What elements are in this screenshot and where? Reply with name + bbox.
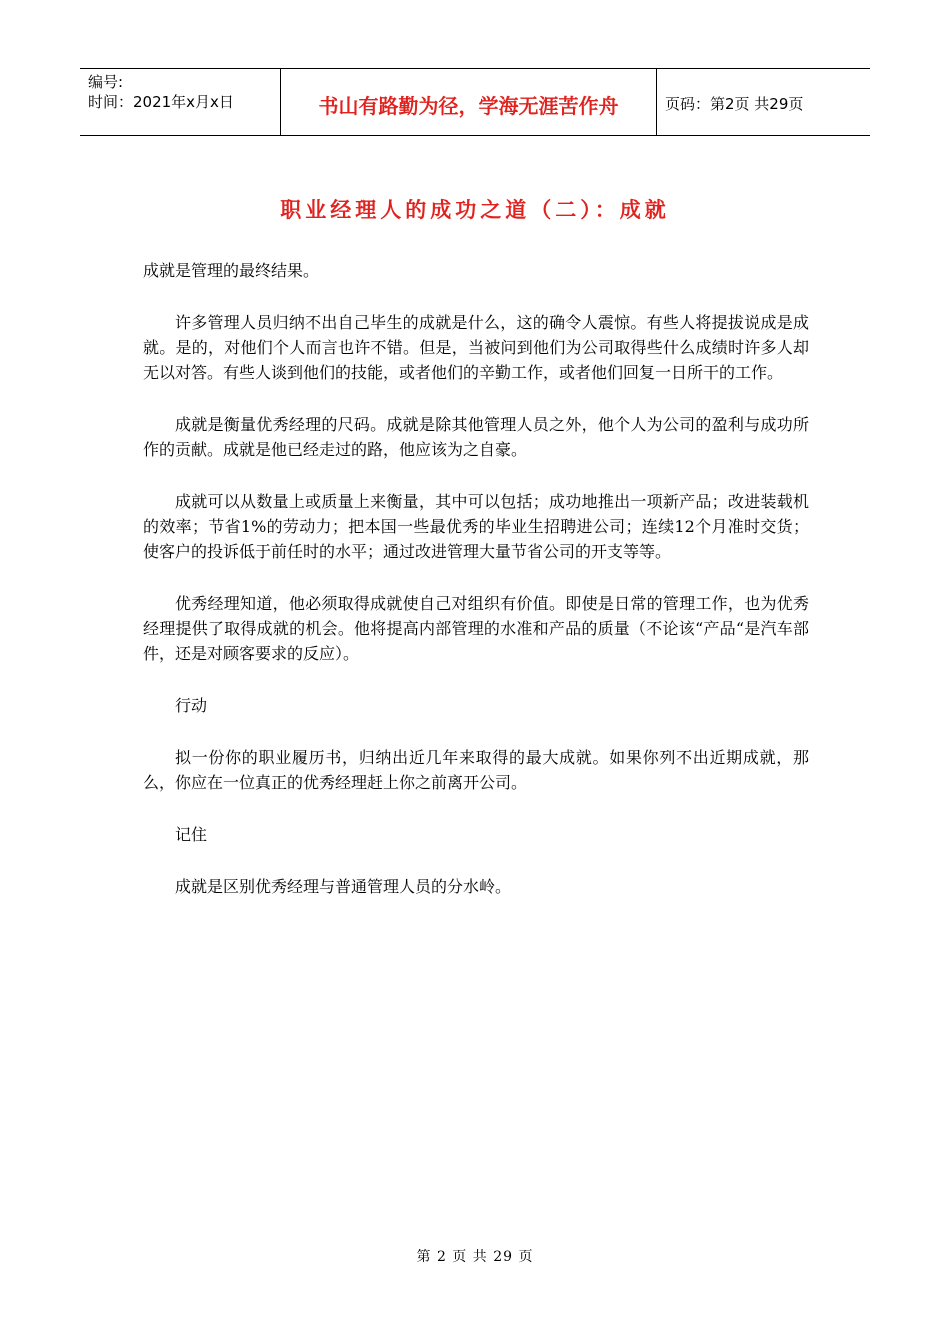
paragraph: 许多管理人员归纳不出自己毕生的成就是什么，这的确令人震惊。有些人将提拔说成是成就。是的，对他们个人而言也许不错。但是，当被问到他们为公司取得些什么成绩时许多人却无以对答。有些人谈到他们的技能，或者他们的辛勤工作，或者他们回复一日所干的工作。	[143, 313, 809, 382]
page-header	[80, 68, 870, 136]
header-page-info: 页码：第2页 共29页	[665, 94, 804, 113]
page-footer: 第 2 页 共 29 页	[416, 1249, 534, 1265]
header-motto: 书山有路勤为径，学海无涯苦作舟	[281, 69, 657, 135]
header-meta-cell	[80, 69, 281, 135]
document-time-label: 时间：2021年x月x日	[88, 93, 234, 111]
paragraph: 成就可以从数量上或质量上来衡量，其中可以包括；成功地推出一项新产品；改进装载机的效率；节省1%的劳动力；把本国一些最优秀的毕业生招聘进公司；连续12个月准时交货；使客户的投诉低于前任时的水平；通过改进管理大量节省公司的开支等等。	[143, 492, 809, 561]
paragraph: 成就是衡量优秀经理的尺码。成就是除其他管理人员之外，他个人为公司的盈利与成功所作的贡献。成就是他已经走过的路，他应该为之自豪。	[143, 415, 809, 459]
paragraph: 拟一份你的职业履历书，归纳出近几年来取得的最大成就。如果你列不出近期成就，那么，你应在一位真正的优秀经理赶上你之前离开公司。	[143, 748, 809, 792]
paragraph: 优秀经理知道，他必须取得成就使自己对组织有价值。即使是日常的管理工作，也为优秀经理提供了取得成就的机会。他将提高内部管理的水准和产品的质量（不论该“产品“是汽车部件，还是对顾客要求的反应）。	[143, 594, 809, 663]
paragraph: 成就是管理的最终结果。	[143, 261, 320, 280]
document-number-label: 编号:	[88, 73, 124, 91]
section-heading-action: 行动	[175, 696, 208, 715]
document-body	[143, 258, 809, 926]
section-heading-remember: 记住	[175, 825, 208, 844]
document-title: 职业经理人的成功之道（二）：成就	[280, 197, 670, 222]
paragraph: 成就是区别优秀经理与普通管理人员的分水岭。	[175, 877, 512, 896]
